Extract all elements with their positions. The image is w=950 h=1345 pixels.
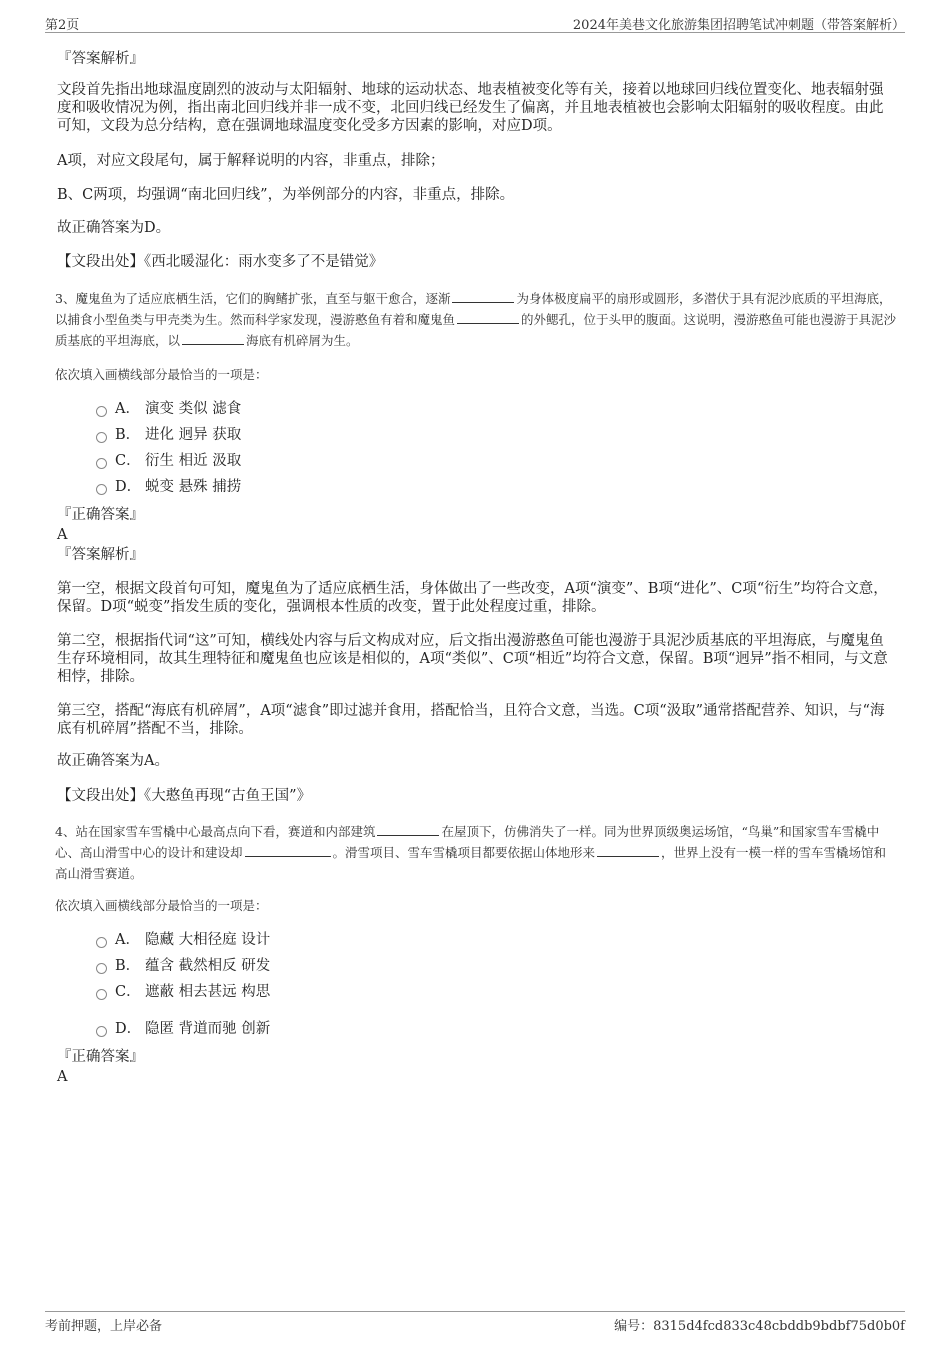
option-d[interactable]: D． 蜕变 悬殊 捕捞 xyxy=(96,477,241,497)
option-b[interactable]: B． 进化 迥异 获取 xyxy=(96,425,241,445)
radio-icon[interactable] xyxy=(96,1026,107,1037)
analysis-heading: 『答案解析』 xyxy=(57,547,144,563)
answer-heading: 『正确答案』 xyxy=(57,1049,144,1065)
option-a[interactable]: A． 演变 类似 滤食 xyxy=(96,399,241,419)
analysis-paragraph: 第二空，根据指代词“这”可知，横线处内容与后文构成对应，后文指出漫游憨鱼可能也漫游于具泥沙质基底的平坦海底，与魔鬼鱼生存环境相同，故其生理特征和魔鬼鱼也应该是相似的，A项“类似”、C项“相近”均符合文意，保留。B项“迥异”指不相同，与文意相悖，排除。 xyxy=(57,633,888,685)
option-a[interactable]: A． 隐藏 大相径庭 设计 xyxy=(96,930,270,950)
radio-icon[interactable] xyxy=(96,963,107,974)
page-number: 第2页 xyxy=(45,18,80,33)
answer-value: A xyxy=(57,527,68,543)
document-title: 2024年美巷文化旅游集团招聘笔试冲刺题（带答案解析） xyxy=(572,18,905,33)
blank-line xyxy=(245,844,331,857)
question-stem: 4、站在国家雪车雪橇中心最高点向下看，赛道和内部建筑 在屋顶下，仿佛消失了一样。同为世界顶级奥运场馆，“鸟巢”和国家雪车雪橇中心、高山滑雪中心的设计和建设却 。滑雪项目、雪车雪橇项目都要依据山体地形来 ，世界上没有一模一样的雪车雪橇场馆和高山滑雪赛道。 xyxy=(55,824,887,881)
analysis-paragraph: 第一空，根据文段首句可知，魔鬼鱼为了适应底栖生活，身体做出了一些改变，A项“演变”、B项“进化”、C项“衍生”均符合文意，保留。D项“蜕变”指发生质的变化，强调根本性质的改变，置于此处程度过重，排除。 xyxy=(57,581,888,615)
blank-line xyxy=(377,823,439,836)
option-d[interactable]: D． 隐匿 背道而驰 创新 xyxy=(96,1019,270,1039)
source-citation: 【文段出处】《西北暖湿化：雨水变多了不是错觉》 xyxy=(57,254,384,270)
blank-line xyxy=(457,311,519,324)
answer-value: A xyxy=(57,1069,68,1085)
question-stem: 3、魔鬼鱼为了适应底栖生活，它们的胸鳍扩张，直至与躯干愈合，逐渐 为身体极度扁平的扇形或圆形，多潜伏于具有泥沙底质的平坦海底，以捕食小型鱼类与甲壳类为生。然而科学家发现，漫游憨鱼有着和魔鬼鱼 的外鳃孔，位于头甲的腹面。这说明，漫游憨鱼可能也漫游于具泥沙质基底的平坦海底，以 海底有机碎屑为生。 xyxy=(55,291,897,348)
source-citation: 【文段出处】《大憨鱼再现“古鱼王国”》 xyxy=(57,788,312,804)
page-header xyxy=(45,12,905,33)
option-c[interactable]: C． 遮蔽 相去甚远 构思 xyxy=(96,982,270,1002)
radio-icon[interactable] xyxy=(96,432,107,443)
document-code: 编号：8315d4fcd833c48cbddb9bdbf75d0b0f xyxy=(614,1319,905,1334)
conclusion: 故正确答案为D。 xyxy=(57,220,171,236)
radio-icon[interactable] xyxy=(96,937,107,948)
answer-heading: 『正确答案』 xyxy=(57,507,144,523)
radio-icon[interactable] xyxy=(96,406,107,417)
footer-slogan: 考前押题，上岸必备 xyxy=(45,1319,163,1334)
blank-line xyxy=(452,290,514,303)
analysis-paragraph: 第三空，搭配“海底有机碎屑”，A项“滤食”即过滤并食用，搭配恰当，且符合文意，当选。C项“汲取”通常搭配营养、知识，与“海底有机碎屑”搭配不当，排除。 xyxy=(57,703,885,737)
page-footer xyxy=(45,1311,905,1336)
analysis-paragraph: 文段首先指出地球温度剧烈的波动与太阳辐射、地球的运动状态、地表植被变化等有关，接着以地球回归线位置变化、地表辐射强度和吸收情况为例，指出南北回归线并非一成不变，北回归线已经发生了偏离，并且地表植被也会影响太阳辐射的吸收程度。由此可知，文段为总分结构，意在强调地球温度变化受多方因素的影响，对应D项。 xyxy=(57,82,884,134)
blank-line xyxy=(597,844,659,857)
conclusion: 故正确答案为A。 xyxy=(57,753,169,769)
question-instruction: 依次填入画横线部分最恰当的一项是： xyxy=(55,367,268,382)
radio-icon[interactable] xyxy=(96,484,107,495)
option-b[interactable]: B． 蕴含 截然相反 研发 xyxy=(96,956,270,976)
radio-icon[interactable] xyxy=(96,458,107,469)
radio-icon[interactable] xyxy=(96,989,107,1000)
blank-line xyxy=(182,332,244,345)
question-instruction: 依次填入画横线部分最恰当的一项是： xyxy=(55,898,268,913)
analysis-heading: 『答案解析』 xyxy=(57,51,144,67)
analysis-paragraph: B、C两项，均强调“南北回归线”，为举例部分的内容，非重点，排除。 xyxy=(57,187,515,203)
analysis-paragraph: A项，对应文段尾句，属于解释说明的内容，非重点，排除； xyxy=(57,153,445,169)
option-c[interactable]: C． 衍生 相近 汲取 xyxy=(96,451,241,471)
